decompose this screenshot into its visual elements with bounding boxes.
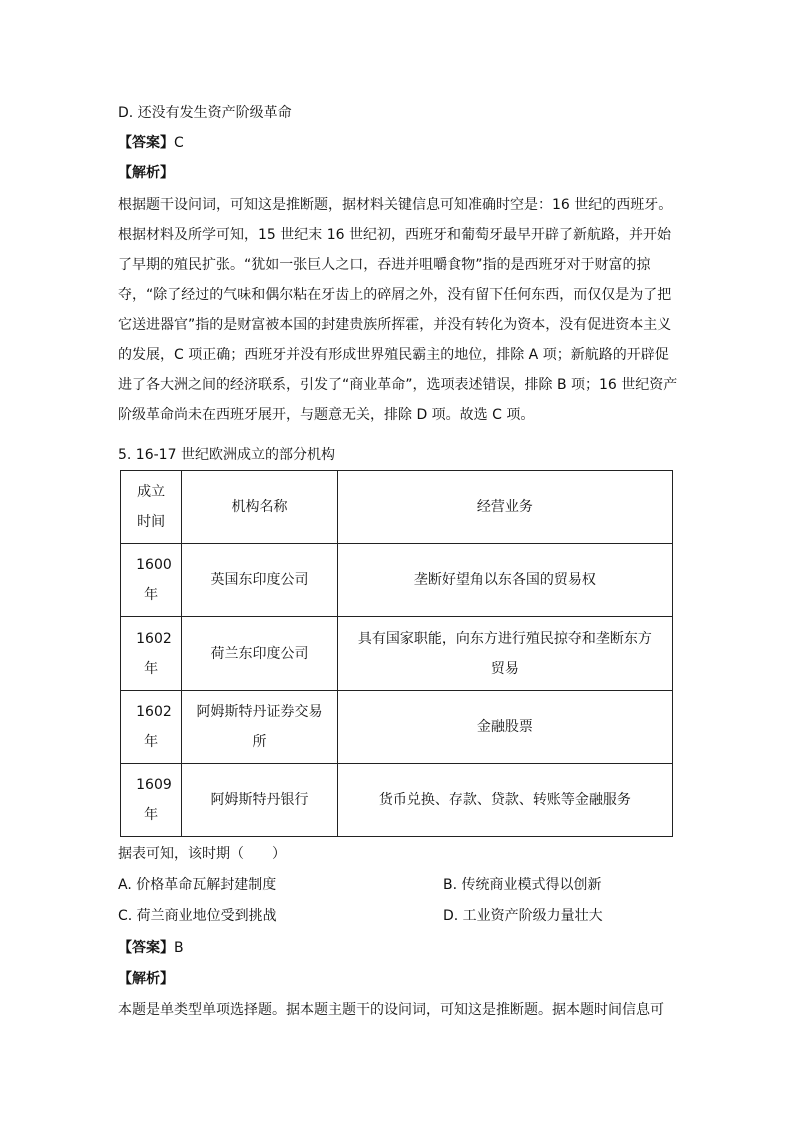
- option-c: C. 荷兰商业地位受到挑战: [118, 908, 277, 924]
- analysis-paragraph: [118, 190, 678, 430]
- question-title: 5. 16-17 世纪欧洲成立的部分机构: [118, 447, 335, 463]
- analysis-line: 了早期的殖民扩张。“犹如一张巨人之口，吞进并咀嚼食物”指的是西班牙对于财富的掠: [118, 257, 651, 273]
- cell-time: 1600年: [121, 544, 182, 617]
- cell-time: 1602年: [121, 617, 182, 691]
- analysis-line: 的发展，C 项正确；西班牙并没有形成世界殖民霸主的地位，排除 A 项；新航路的开辟促: [118, 347, 669, 363]
- table-row: [121, 544, 673, 617]
- analysis-label: 【解析】: [118, 165, 174, 181]
- option-d: D. 还没有发生资产阶级革命: [118, 105, 292, 121]
- option-d: D. 工业资产阶级力量壮大: [443, 908, 603, 924]
- cell-business: 具有国家职能，向东方进行殖民掠夺和垄断东方贸易: [337, 617, 672, 691]
- answer-value: C: [174, 135, 184, 151]
- analysis-line: 根据材料及所学可知，15 世纪末 16 世纪初，西班牙和葡萄牙最早开辟了新航路，并开始: [118, 227, 671, 243]
- table-row: [121, 617, 673, 691]
- cell-business: 货币兑换、存款、贷款、转账等金融服务: [337, 764, 672, 837]
- cell-time: 1609年: [121, 764, 182, 837]
- option-b: B. 传统商业模式得以创新: [443, 877, 602, 893]
- cell-time: 1602年: [121, 691, 182, 764]
- cell-business: 金融股票: [337, 691, 672, 764]
- institutions-table: [120, 470, 673, 837]
- table-row: [121, 764, 673, 837]
- table-row: [121, 691, 673, 764]
- analysis-line: 阶级革命尚未在西班牙展开，与题意无关，排除 D 项。故选 C 项。: [118, 407, 535, 423]
- analysis-line: 本题是单类型单项选择题。据本题主题干的设问词，可知这是推断题。据本题时间信息可: [118, 1002, 664, 1018]
- answer-value: B: [174, 940, 184, 956]
- cell-name: 英国东印度公司: [182, 544, 338, 617]
- answer-label: 【答案】: [118, 135, 174, 151]
- header-business: 经营业务: [337, 471, 672, 544]
- table-header-row: [121, 471, 673, 544]
- cell-business: 垄断好望角以东各国的贸易权: [337, 544, 672, 617]
- analysis-line: 它送进器官”指的是财富被本国的封建贵族所挥霍，并没有转化为资本，没有促进资本主义: [118, 317, 672, 333]
- cell-name: 荷兰东印度公司: [182, 617, 338, 691]
- header-name: 机构名称: [182, 471, 338, 544]
- question-stem: 据表可知，该时期（ ）: [118, 846, 286, 862]
- answer-label: 【答案】: [118, 940, 174, 956]
- analysis-line: 根据题干设问词，可知这是推断题，据材料关键信息可知准确时空是：16 世纪的西班牙。: [118, 197, 673, 213]
- analysis-label: 【解析】: [118, 971, 174, 987]
- cell-name: 阿姆斯特丹证券交易所: [182, 691, 338, 764]
- answer-line: [118, 133, 184, 153]
- answer-line: [118, 938, 184, 958]
- analysis-line: 夺，“除了经过的气味和偶尔粘在牙齿上的碎屑之外，没有留下任何东西，而仅仅是为了把: [118, 287, 672, 303]
- cell-name: 阿姆斯特丹银行: [182, 764, 338, 837]
- header-time: 成立时间: [121, 471, 182, 544]
- option-a: A. 价格革命瓦解封建制度: [118, 877, 277, 893]
- analysis-line: 进了各大洲之间的经济联系，引发了“商业革命”，选项表述错误，排除 B 项；16 世纪资产: [118, 377, 678, 393]
